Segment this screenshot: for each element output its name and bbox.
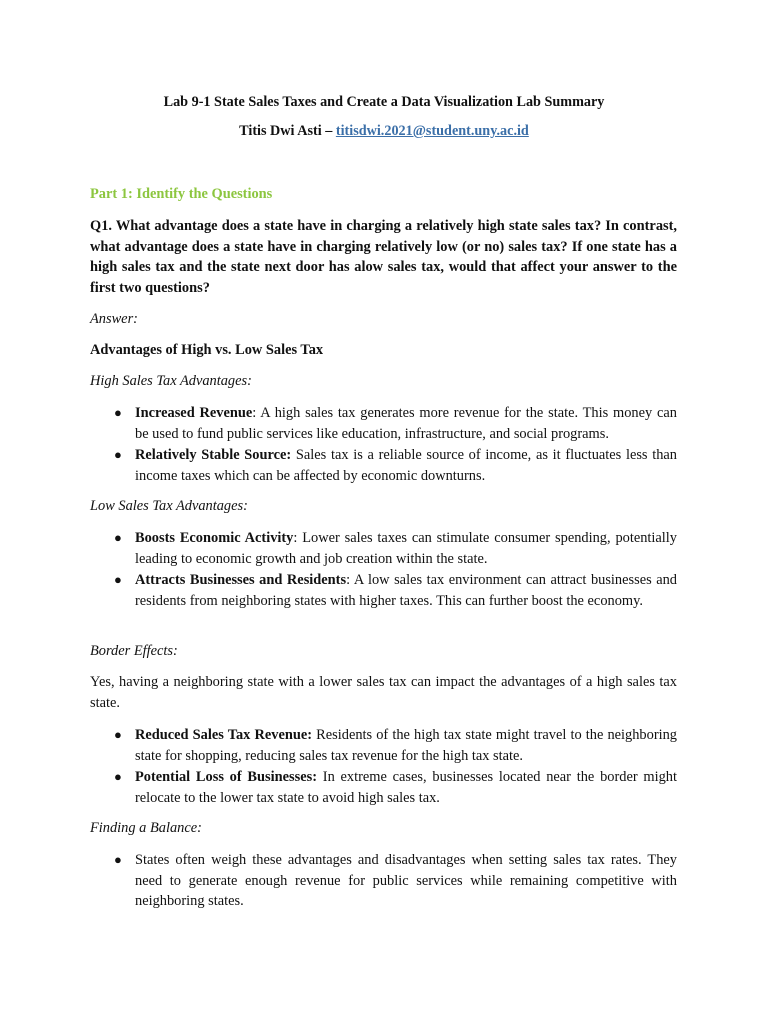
item-text: Lower sales taxes can stimulate consumer spending, potentially leading to economic growth and job creation within the state. xyxy=(135,530,677,567)
bullet-icon: ● xyxy=(114,727,122,742)
author-email-link[interactable]: titisdwi.2021@student.uny.ac.id xyxy=(335,123,529,139)
list-item xyxy=(90,767,677,808)
border-effects-label: Border Effects: xyxy=(90,643,178,659)
bullet-icon: ● xyxy=(114,769,122,785)
finding-balance-label: Finding a Balance: xyxy=(90,820,202,836)
item-text: States often weigh these advantages and disadvantages when setting sales tax rates. They need to generate enough revenue for public services while remaining competitive with neighboring states. xyxy=(135,852,677,910)
item-text: Sales tax is a reliable source of income, as it fluctuates less than income taxes which can be affected by economic downturns. xyxy=(135,447,677,484)
low-tax-label: Low Sales Tax Advantages: xyxy=(90,498,248,514)
list-item xyxy=(90,725,677,766)
bullet-icon: ● xyxy=(114,405,122,420)
question-1: Q1. What advantage does a state have in charging a relatively high state sales tax? In contrast, what advantage does a state have in charging relatively low (or no) sales tax? If one state has a high sales tax and the state next door has alow sales tax, would that affect your answer to the first two questions? xyxy=(90,218,677,296)
border-effects-intro: Yes, having a neighboring state with a lower sales tax can impact the advantages of a high sales tax state. xyxy=(90,674,677,711)
bullet-icon: ● xyxy=(114,572,122,588)
author-name: Titis Dwi Asti – xyxy=(239,123,333,139)
high-tax-label: High Sales Tax Advantages: xyxy=(90,373,252,389)
item-term: Boosts Economic Activity xyxy=(135,530,294,546)
list-item: ● Attracts Businesses and Residents: A low sales tax environment can attract businesses and residents from neighboring states with higher taxes. This can further boost the economy. xyxy=(114,572,678,609)
item-term: Reduced Sales Tax Revenue: xyxy=(135,727,313,743)
item-term: Potential Loss of Businesses: xyxy=(135,769,318,786)
document-title: Lab 9-1 State Sales Taxes and Create a Data Visualization Lab Summary xyxy=(163,94,605,110)
border-effects-list xyxy=(90,725,677,809)
answer-heading: Advantages of High vs. Low Sales Tax xyxy=(90,342,324,358)
answer-label: Answer: xyxy=(90,311,138,327)
item-term: Attracts Businesses and Residents xyxy=(135,572,347,589)
item-text: Residents of the high tax state might travel to the neighboring state for shopping, reducing sales tax revenue for the high tax state. xyxy=(135,727,678,764)
list-item: ● Boosts Economic Activity: Lower sales taxes can stimulate consumer spending, potentially leading to economic growth and job creation within the state. xyxy=(114,530,677,567)
item-text: In extreme cases, businesses located near the border might relocate to the lower tax state to avoid high sales tax. xyxy=(135,769,677,806)
item-term: Increased Revenue xyxy=(135,405,253,421)
list-item: ● Increased Revenue: A high sales tax generates more revenue for the state. This money can be used to fund public services like education, infrastructure, and social programs. xyxy=(114,405,677,442)
item-term: Relatively Stable Source: xyxy=(135,447,292,464)
bullet-icon: ● xyxy=(114,530,122,545)
list-item xyxy=(90,445,677,486)
high-tax-list xyxy=(90,403,677,487)
part1-heading: Part 1: Identify the Questions xyxy=(90,186,273,202)
list-item xyxy=(90,850,677,912)
bullet-icon: ● xyxy=(114,447,122,463)
finding-balance-list xyxy=(90,850,677,913)
bullet-icon: ● xyxy=(114,852,122,867)
low-tax-list xyxy=(90,528,677,612)
item-text: A high sales tax generates more revenue for the state. This money can be used to fund public services like education, infrastructure, and social programs. xyxy=(135,405,677,442)
item-text: A low sales tax environment can attract businesses and residents from neighboring states with higher taxes. This can further boost the economy. xyxy=(135,572,678,609)
author-line xyxy=(0,123,768,140)
